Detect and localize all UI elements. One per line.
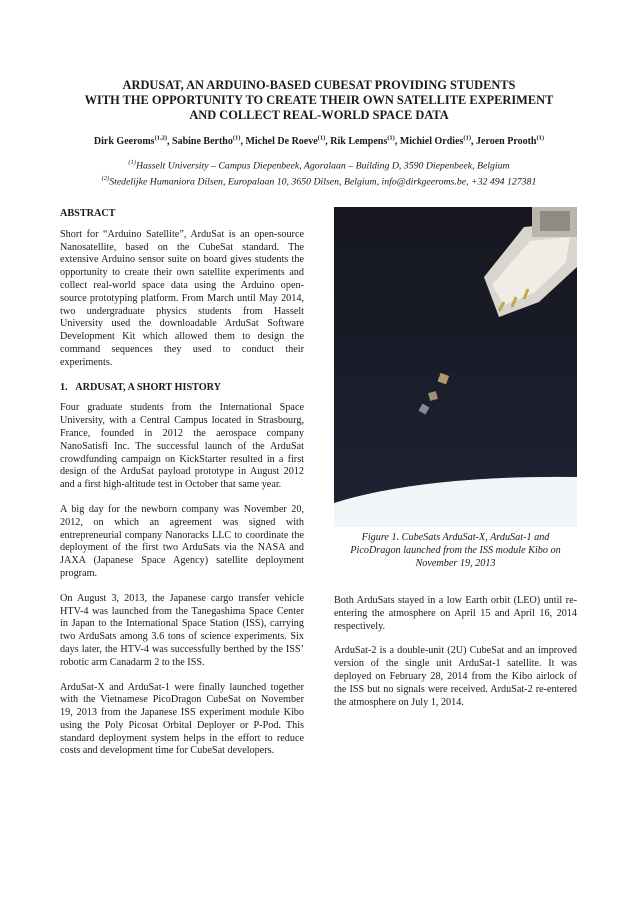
figure-caption [334,532,577,570]
right-column [334,595,577,721]
paragraph: Both ArduSats stayed in a low Earth orbit (LEO) until re-entering the atmosphere on April 15 and April 16, 2014 respectively. [334,595,577,632]
title-line: ARDUSAT, AN ARDUINO-BASED CUBESAT PROVIDING STUDENTS [122,78,516,92]
abstract-text: Short for “Arduino Satellite”, ArduSat is an open-source Nanosatellite, based on the CubeSat standard. The extensive Arduino sensor suite on board gives students the opportunity to create their own satellite experiments and collect real-world space data using the Arduino open-source prototyping platform. From March until May 2014, two undergraduate physics students from Hasselt University used the downloadable ArduSat Software Development Kit which allowed them to design the command sequences they used to conduct their experiments. [60,228,304,368]
caption-line: November 19, 2013 [415,557,496,569]
title-line: AND COLLECT REAL-WORLD SPACE DATA [189,108,449,122]
section-heading: 1. ARDUSAT, A SHORT HISTORY [60,381,222,393]
paragraph: ArduSat-X and ArduSat-1 were finally launched together with the Vietnamese PicoDragon CubeSat on November 19, 2013 from the Japanese ISS experiment module Kibo using the Poly Picosat Orbital Deployer or P-Pod. This standard deployment system helps in the effort to reduce costs and development time for CubeSat developers. [60,681,304,757]
author: Dirk Geeroms$^{(1,2)}$, [93,135,173,148]
author: Michel De Roeve$^{(1)}$, [245,135,331,148]
paragraph: On August 3, 2013, the Japanese cargo transfer vehicle HTV-4 was launched from the Tanegashima Space Center in Japan to the International Space Station (ISS), carrying two ArduSats among 3.6 tons of science experiments. Six days later, the HTV-4 was successfully berthed by the ISS’ robotic arm Canadarm 2 to the ISS. [60,592,304,668]
paragraph: A big day for the newborn company was November 20, 2012, on which an agreement was signed with entrepreneurial company Nanoracks LLC to coordinate the deployment of the first two ArduSats via the NASA and JAXA (Japanese Space Agency) satellite deployment program. [60,503,304,579]
paragraph: ArduSat-2 is a double-unit (2U) CubeSat and an improved version of the single unit ArduSat-1 satellite. It was deployed on February 28, 2014 from the Kibo airlock of the ISS but no signals were received. ArduSat-2 re-entered the atmosphere on July 1, 2014. [334,645,577,708]
author: Rik Lempens$^{(1)}$, [330,135,400,148]
left-column [60,208,304,770]
author: Michiel Ordies$^{(1)}$, [399,135,477,148]
paragraph: Four graduate students from the International Space University, with a Central Campus located in Strasbourg, France, founded in 2012 the aerospace company NanoSatisfi Inc. The successful launch of the ArduSat crowdfunding campaign on KickStarter resulted in a first design of the ArduSat payload prototype in August 2012 and a first high-altitude test in October that same year. [60,402,304,491]
caption-line: PicoDragon launched from the ISS module Kibo on [350,544,561,556]
author: Sabine Bertho$^{(1)}$, [172,135,246,148]
author-list [30,132,608,148]
caption-line: Figure 1. CubeSats ArduSat-X, ArduSat-1 and [361,532,550,543]
affiliation: $^{(2)}$Stedelijke Humaniora Dilsen, Europalaan 10, 3650 Dilsen, Belgium, info@dirkgeeroms.be, +32 494 127381 [101,175,537,188]
author: Jeroen Prooth$^{(1)}$ [476,135,545,148]
paper-title [40,78,598,123]
title-line: WITH THE OPPORTUNITY TO CREATE THEIR OWN SATELLITE EXPERIMENT [84,93,554,107]
abstract-heading: ABSTRACT [60,208,116,219]
figure-photo [334,207,577,527]
affiliation: $^{(1)}$Hasselt University – Campus Diepenbeek, Agoralaan – Building D, 3590 Diepenbeek, Belgium [128,159,510,172]
affiliations [30,156,608,189]
